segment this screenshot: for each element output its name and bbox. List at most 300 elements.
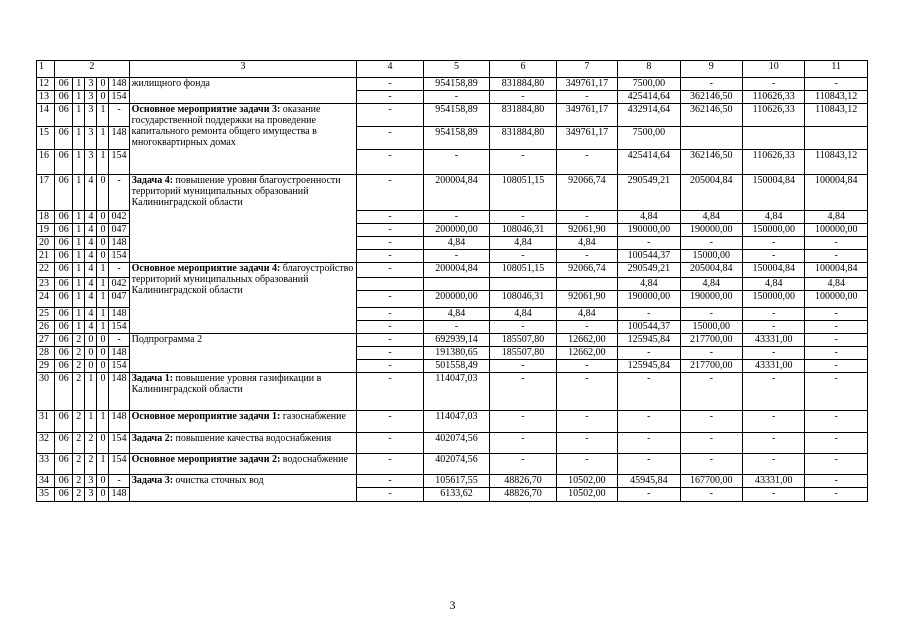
value-cell: - xyxy=(490,433,556,454)
value-cell: 954158,89 xyxy=(423,78,489,91)
value-cell: - xyxy=(490,250,556,263)
row-number: 16 xyxy=(37,150,55,175)
classification-code: 06 xyxy=(55,224,73,237)
budget-table xyxy=(36,60,868,502)
value-cell: 110843,12 xyxy=(805,104,868,127)
value-cell: 4,84 xyxy=(742,278,804,291)
value-cell: - xyxy=(618,308,680,321)
classification-code: 1 xyxy=(85,373,97,411)
value-cell: 125945,84 xyxy=(618,334,680,347)
value-cell: - xyxy=(742,321,804,334)
row-description-heading: Задача 3: xyxy=(131,475,174,486)
classification-code: 154 xyxy=(109,454,129,475)
classification-code: - xyxy=(109,475,129,488)
value-cell: - xyxy=(423,211,489,224)
description-cell xyxy=(129,175,357,263)
classification-code: 1 xyxy=(97,321,109,334)
classification-code: 2 xyxy=(73,347,85,360)
value-cell: - xyxy=(357,127,423,150)
classification-code: 1 xyxy=(73,321,85,334)
row-number: 14 xyxy=(37,104,55,127)
value-cell: 15000,00 xyxy=(680,321,742,334)
value-cell: - xyxy=(357,91,423,104)
classification-code: 148 xyxy=(109,373,129,411)
value-cell: - xyxy=(805,321,868,334)
classification-code: 0 xyxy=(97,433,109,454)
column-header: 5 xyxy=(423,61,489,78)
table-row xyxy=(37,475,868,488)
value-cell: - xyxy=(805,454,868,475)
classification-code: 06 xyxy=(55,104,73,127)
classification-code: 4 xyxy=(85,175,97,211)
value-cell: - xyxy=(805,360,868,373)
description-cell xyxy=(129,104,357,175)
classification-code: 1 xyxy=(73,224,85,237)
classification-code: 4 xyxy=(85,263,97,278)
classification-code: 06 xyxy=(55,127,73,150)
value-cell: 92066,74 xyxy=(556,263,617,278)
classification-code: 042 xyxy=(109,278,129,291)
value-cell: - xyxy=(680,454,742,475)
value-cell: 349761,17 xyxy=(556,78,617,91)
row-description: повышение уровня газификации в Калининградской области xyxy=(131,373,322,395)
value-cell: - xyxy=(490,411,556,433)
classification-code: 06 xyxy=(55,433,73,454)
value-cell: 92061,90 xyxy=(556,224,617,237)
classification-code: 4 xyxy=(85,291,97,308)
classification-code: 06 xyxy=(55,475,73,488)
classification-code: 1 xyxy=(97,104,109,127)
value-cell: - xyxy=(556,373,617,411)
classification-code: 1 xyxy=(97,308,109,321)
value-cell: 831884,80 xyxy=(490,104,556,127)
value-cell: 100000,00 xyxy=(805,224,868,237)
table-row xyxy=(37,104,868,127)
classification-code: 148 xyxy=(109,127,129,150)
value-cell: 4,84 xyxy=(742,211,804,224)
value-cell: - xyxy=(490,373,556,411)
value-cell: 692939,14 xyxy=(423,334,489,347)
classification-code: 1 xyxy=(73,291,85,308)
row-description: оказание государственной поддержки на проведение капитального ремонта общего имущества в многоквартирных домах xyxy=(131,104,321,148)
classification-code: 154 xyxy=(109,150,129,175)
value-cell: 4,84 xyxy=(556,308,617,321)
row-number: 25 xyxy=(37,308,55,321)
classification-code: 0 xyxy=(97,360,109,373)
value-cell: - xyxy=(423,250,489,263)
value-cell: - xyxy=(357,78,423,91)
value-cell: 92061,90 xyxy=(556,291,617,308)
value-cell: 110843,12 xyxy=(805,91,868,104)
value-cell: 45945,84 xyxy=(618,475,680,488)
value-cell: - xyxy=(490,91,556,104)
classification-code: 06 xyxy=(55,347,73,360)
value-cell: 150004,84 xyxy=(742,175,804,211)
row-number: 21 xyxy=(37,250,55,263)
value-cell: 4,84 xyxy=(490,237,556,250)
value-cell: - xyxy=(357,250,423,263)
classification-code: 154 xyxy=(109,433,129,454)
value-cell: - xyxy=(742,488,804,502)
value-cell: - xyxy=(742,250,804,263)
row-description-heading: Основное мероприятие задачи 4: xyxy=(131,263,281,274)
table-row xyxy=(37,454,868,475)
value-cell: 92066,74 xyxy=(556,175,617,211)
classification-code: 3 xyxy=(85,150,97,175)
value-cell: 501558,49 xyxy=(423,360,489,373)
classification-code: 06 xyxy=(55,411,73,433)
value-cell: - xyxy=(357,433,423,454)
value-cell: 185507,80 xyxy=(490,334,556,347)
value-cell: - xyxy=(357,347,423,360)
value-cell: - xyxy=(357,263,423,278)
row-description-heading: Основное мероприятие задачи 2: xyxy=(131,454,281,465)
value-cell: - xyxy=(357,321,423,334)
value-cell: - xyxy=(423,91,489,104)
classification-code: 2 xyxy=(73,360,85,373)
value-cell: 6133,62 xyxy=(423,488,489,502)
value-cell: - xyxy=(556,150,617,175)
value-cell: - xyxy=(742,454,804,475)
column-header: 11 xyxy=(805,61,868,78)
value-cell: - xyxy=(805,475,868,488)
value-cell: 4,84 xyxy=(423,237,489,250)
value-cell: 4,84 xyxy=(618,211,680,224)
value-cell: 200004,84 xyxy=(423,263,489,278)
classification-code: 0 xyxy=(85,360,97,373)
row-description-heading: Задача 4: xyxy=(131,175,174,186)
classification-code: 1 xyxy=(73,127,85,150)
classification-code: 1 xyxy=(73,175,85,211)
value-cell: 12662,00 xyxy=(556,347,617,360)
classification-code: 06 xyxy=(55,334,73,347)
row-number: 34 xyxy=(37,475,55,488)
value-cell: 4,84 xyxy=(556,237,617,250)
value-cell: - xyxy=(742,237,804,250)
value-cell: - xyxy=(556,91,617,104)
table-row xyxy=(37,263,868,278)
value-cell: 402074,56 xyxy=(423,454,489,475)
classification-code: 154 xyxy=(109,321,129,334)
value-cell: 10502,00 xyxy=(556,488,617,502)
classification-code: 06 xyxy=(55,211,73,224)
value-cell: - xyxy=(357,334,423,347)
classification-code: - xyxy=(109,104,129,127)
value-cell: 167700,00 xyxy=(680,475,742,488)
classification-code: 3 xyxy=(85,475,97,488)
row-description: водоснабжение xyxy=(282,454,348,465)
classification-code: 0 xyxy=(85,334,97,347)
value-cell: - xyxy=(357,411,423,433)
value-cell: - xyxy=(680,411,742,433)
value-cell: 105617,55 xyxy=(423,475,489,488)
value-cell: - xyxy=(556,250,617,263)
value-cell: - xyxy=(805,250,868,263)
value-cell: 425414,64 xyxy=(618,150,680,175)
value-cell: 185507,80 xyxy=(490,347,556,360)
value-cell: 108046,31 xyxy=(490,224,556,237)
value-cell: 48826,70 xyxy=(490,475,556,488)
row-number: 15 xyxy=(37,127,55,150)
value-cell: 43331,00 xyxy=(742,360,804,373)
value-cell: 200004,84 xyxy=(423,175,489,211)
classification-code: 1 xyxy=(73,263,85,278)
row-number: 31 xyxy=(37,411,55,433)
value-cell: - xyxy=(556,433,617,454)
column-header: 3 xyxy=(129,61,357,78)
row-description-heading: Задача 2: xyxy=(131,433,174,444)
classification-code: 0 xyxy=(97,475,109,488)
classification-code: 0 xyxy=(97,488,109,502)
classification-code: 1 xyxy=(73,150,85,175)
value-cell: - xyxy=(618,411,680,433)
value-cell: 43331,00 xyxy=(742,334,804,347)
classification-code: 1 xyxy=(73,237,85,250)
classification-code: 154 xyxy=(109,91,129,104)
value-cell: - xyxy=(618,488,680,502)
classification-code: 0 xyxy=(97,224,109,237)
value-cell: 110626,33 xyxy=(742,91,804,104)
value-cell: 4,84 xyxy=(490,308,556,321)
classification-code: 042 xyxy=(109,211,129,224)
value-cell: 108046,31 xyxy=(490,291,556,308)
classification-code: 1 xyxy=(97,127,109,150)
value-cell: 4,84 xyxy=(618,278,680,291)
value-cell: - xyxy=(805,488,868,502)
value-cell: - xyxy=(357,488,423,502)
value-cell: 100004,84 xyxy=(805,175,868,211)
value-cell: 110626,33 xyxy=(742,104,804,127)
value-cell: - xyxy=(357,475,423,488)
value-cell xyxy=(357,278,423,291)
value-cell: 831884,80 xyxy=(490,78,556,91)
value-cell: 150004,84 xyxy=(742,263,804,278)
value-cell: - xyxy=(357,104,423,127)
value-cell: - xyxy=(490,360,556,373)
row-number: 33 xyxy=(37,454,55,475)
description-cell xyxy=(129,411,357,433)
classification-code: 3 xyxy=(85,488,97,502)
description-cell xyxy=(129,433,357,454)
table-row xyxy=(37,411,868,433)
value-cell: 125945,84 xyxy=(618,360,680,373)
classification-code: 3 xyxy=(85,127,97,150)
value-cell: - xyxy=(618,347,680,360)
value-cell: - xyxy=(742,78,804,91)
value-cell: - xyxy=(357,150,423,175)
row-description: повышение уровня благоустроенности территорий муниципальных образований Калининградской области xyxy=(131,175,341,208)
value-cell: - xyxy=(805,237,868,250)
classification-code: 06 xyxy=(55,150,73,175)
value-cell: - xyxy=(742,308,804,321)
classification-code: 06 xyxy=(55,91,73,104)
value-cell: 362146,50 xyxy=(680,150,742,175)
row-number: 26 xyxy=(37,321,55,334)
classification-code: 0 xyxy=(97,373,109,411)
row-description-heading: Основное мероприятие задачи 3: xyxy=(131,104,281,115)
value-cell: 150000,00 xyxy=(742,224,804,237)
column-header: 4 xyxy=(357,61,423,78)
value-cell: 362146,50 xyxy=(680,104,742,127)
page-number: 3 xyxy=(449,598,456,612)
classification-code: 1 xyxy=(97,278,109,291)
column-header: 2 xyxy=(55,61,130,78)
classification-code: 4 xyxy=(85,211,97,224)
classification-code: 154 xyxy=(109,250,129,263)
value-cell: 108051,15 xyxy=(490,263,556,278)
classification-code: 06 xyxy=(55,488,73,502)
classification-code: 06 xyxy=(55,278,73,291)
value-cell: - xyxy=(490,211,556,224)
value-cell xyxy=(742,127,804,150)
value-cell: 190000,00 xyxy=(618,291,680,308)
row-number: 23 xyxy=(37,278,55,291)
table-row xyxy=(37,373,868,411)
value-cell: 200000,00 xyxy=(423,224,489,237)
column-header: 7 xyxy=(556,61,617,78)
classification-code: 154 xyxy=(109,360,129,373)
classification-code: 1 xyxy=(97,411,109,433)
row-number: 12 xyxy=(37,78,55,91)
value-cell: 100544,37 xyxy=(618,321,680,334)
value-cell: 425414,64 xyxy=(618,91,680,104)
classification-code: 3 xyxy=(85,104,97,127)
classification-code: 06 xyxy=(55,263,73,278)
value-cell: 205004,84 xyxy=(680,175,742,211)
column-header: 6 xyxy=(490,61,556,78)
column-header: 9 xyxy=(680,61,742,78)
value-cell: 4,84 xyxy=(423,308,489,321)
description-cell xyxy=(129,475,357,502)
classification-code: 2 xyxy=(73,488,85,502)
table-row xyxy=(37,433,868,454)
value-cell: 100544,37 xyxy=(618,250,680,263)
value-cell: - xyxy=(742,433,804,454)
value-cell: - xyxy=(357,224,423,237)
classification-code: 2 xyxy=(73,433,85,454)
classification-code: 2 xyxy=(73,411,85,433)
value-cell: - xyxy=(357,308,423,321)
value-cell: 190000,00 xyxy=(680,291,742,308)
value-cell: 362146,50 xyxy=(680,91,742,104)
value-cell: - xyxy=(357,175,423,211)
description-cell xyxy=(129,263,357,334)
table-row xyxy=(37,78,868,91)
classification-code: 1 xyxy=(73,308,85,321)
classification-code: 1 xyxy=(73,250,85,263)
classification-code: 1 xyxy=(97,454,109,475)
value-cell: - xyxy=(742,373,804,411)
classification-code: 0 xyxy=(97,211,109,224)
classification-code: 1 xyxy=(97,263,109,278)
value-cell: - xyxy=(680,237,742,250)
value-cell: 290549,21 xyxy=(618,175,680,211)
value-cell: - xyxy=(423,321,489,334)
value-cell: - xyxy=(618,433,680,454)
classification-code: - xyxy=(109,263,129,278)
value-cell: - xyxy=(490,321,556,334)
description-cell xyxy=(129,454,357,475)
row-number: 18 xyxy=(37,211,55,224)
value-cell: 10502,00 xyxy=(556,475,617,488)
value-cell: - xyxy=(618,237,680,250)
value-cell: - xyxy=(357,237,423,250)
description-cell xyxy=(129,373,357,411)
classification-code: 2 xyxy=(85,454,97,475)
value-cell: - xyxy=(556,211,617,224)
row-description: очистка сточных вод xyxy=(175,475,264,486)
value-cell: 190000,00 xyxy=(680,224,742,237)
classification-code: 2 xyxy=(73,334,85,347)
row-number: 22 xyxy=(37,263,55,278)
classification-code: 4 xyxy=(85,308,97,321)
value-cell: - xyxy=(490,150,556,175)
value-cell: - xyxy=(805,411,868,433)
value-cell: - xyxy=(357,360,423,373)
value-cell: 402074,56 xyxy=(423,433,489,454)
row-description-heading: Основное мероприятие задачи 1: xyxy=(131,411,281,422)
value-cell: - xyxy=(805,334,868,347)
classification-code: 06 xyxy=(55,373,73,411)
classification-code: 0 xyxy=(97,175,109,211)
classification-code: 1 xyxy=(73,211,85,224)
classification-code: 4 xyxy=(85,237,97,250)
value-cell: - xyxy=(357,454,423,475)
classification-code: 3 xyxy=(85,78,97,91)
classification-code: 06 xyxy=(55,454,73,475)
value-cell: - xyxy=(680,488,742,502)
classification-code: 2 xyxy=(73,454,85,475)
value-cell: 15000,00 xyxy=(680,250,742,263)
value-cell: 114047,03 xyxy=(423,411,489,433)
classification-code: 047 xyxy=(109,224,129,237)
classification-code: 4 xyxy=(85,224,97,237)
value-cell: 217700,00 xyxy=(680,360,742,373)
classification-code: 0 xyxy=(85,347,97,360)
classification-code: 1 xyxy=(73,104,85,127)
value-cell: - xyxy=(556,454,617,475)
value-cell: - xyxy=(618,373,680,411)
value-cell: - xyxy=(805,308,868,321)
classification-code: 148 xyxy=(109,347,129,360)
value-cell xyxy=(490,278,556,291)
column-header: 8 xyxy=(618,61,680,78)
table-row xyxy=(37,175,868,211)
classification-code: 4 xyxy=(85,321,97,334)
value-cell: 43331,00 xyxy=(742,475,804,488)
classification-code: 06 xyxy=(55,360,73,373)
value-cell: - xyxy=(423,150,489,175)
row-number: 20 xyxy=(37,237,55,250)
column-header: 1 xyxy=(37,61,55,78)
value-cell xyxy=(680,127,742,150)
value-cell: - xyxy=(556,360,617,373)
classification-code: 0 xyxy=(97,347,109,360)
column-header-row xyxy=(37,61,868,78)
value-cell xyxy=(423,278,489,291)
row-description: жилищного фонда xyxy=(131,78,210,89)
value-cell: - xyxy=(490,454,556,475)
value-cell: 7500,00 xyxy=(618,78,680,91)
classification-code: 06 xyxy=(55,308,73,321)
row-number: 17 xyxy=(37,175,55,211)
value-cell: - xyxy=(618,454,680,475)
classification-code: 06 xyxy=(55,250,73,263)
classification-code: 2 xyxy=(85,433,97,454)
value-cell: 110626,33 xyxy=(742,150,804,175)
row-description: повышение качества водоснабжения xyxy=(175,433,332,444)
row-description: благоустройство территорий муниципальных образований Калининградской области xyxy=(131,263,354,296)
